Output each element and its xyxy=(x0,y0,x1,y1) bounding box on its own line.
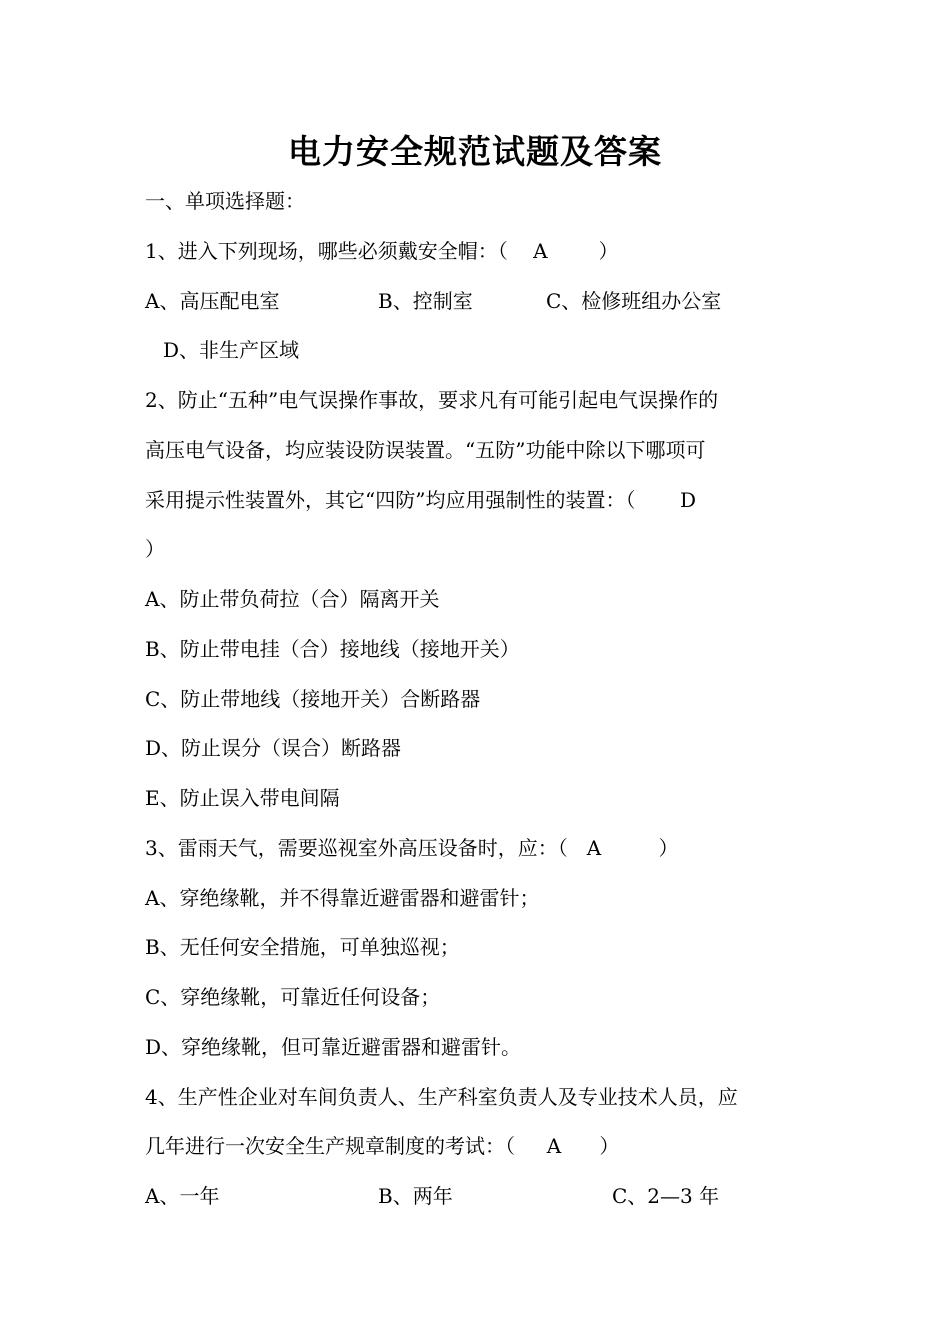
question-2-stem-line-4: ） xyxy=(145,537,165,561)
question-3-option-b: B、无任何安全措施，可单独巡视； xyxy=(145,935,460,959)
question-3-stem: 3、雷雨天气，需要巡视室外高压设备时，应：（ A ） xyxy=(145,836,679,860)
question-1-stem: 1、进入下列现场，哪些必须戴安全帽：（ A ） xyxy=(145,239,619,263)
question-1-option-b: B、控制室 xyxy=(378,289,473,313)
question-2-option-c: C、防止带地线（接地开关）合断路器 xyxy=(145,687,481,711)
question-2-option-b: B、防止带电挂（合）接地线（接地开关） xyxy=(145,637,520,661)
question-1-option-d: D、非生产区域 xyxy=(163,338,300,362)
question-4-option-c: C、2—3 年 xyxy=(612,1184,720,1208)
question-3-option-a: A、穿绝缘靴，并不得靠近避雷器和避雷针； xyxy=(145,886,540,910)
question-4-option-b: B、两年 xyxy=(378,1184,453,1208)
question-4-stem-line-1: 4、生产性企业对车间负责人、生产科室负责人及专业技术人员，应 xyxy=(145,1085,738,1109)
question-4-option-a: A、一年 xyxy=(145,1184,220,1208)
question-3-option-d: D、穿绝缘靴，但可靠近避雷器和避雷针。 xyxy=(145,1035,522,1059)
question-2-option-e: E、防止误入带电间隔 xyxy=(145,786,340,810)
question-1-option-c: C、检修班组办公室 xyxy=(546,289,722,313)
question-3-option-c: C、穿绝缘靴，可靠近任何设备； xyxy=(145,985,441,1009)
page-title: 电力安全规范试题及答案 xyxy=(288,132,662,171)
question-1-option-a: A、高压配电室 xyxy=(145,289,280,313)
question-2-stem-line-3: 采用提示性装置外，其它“四防”均应用强制性的装置：（ D xyxy=(145,488,696,512)
question-4-stem-line-2: 几年进行一次安全生产规章制度的考试：（ A ） xyxy=(145,1134,620,1158)
question-2-stem-line-1: 2、防止“五种”电气误操作事故，要求凡有可能引起电气误操作的 xyxy=(145,388,719,412)
question-2-stem-line-2: 高压电气设备，均应装设防误装置。“五防”功能中除以下哪项可 xyxy=(145,438,706,462)
section-heading: 一、单项选择题： xyxy=(145,189,305,213)
question-2-option-a: A、防止带负荷拉（合）隔离开关 xyxy=(145,587,440,611)
question-2-option-d: D、防止误分（误合）断路器 xyxy=(145,736,402,760)
